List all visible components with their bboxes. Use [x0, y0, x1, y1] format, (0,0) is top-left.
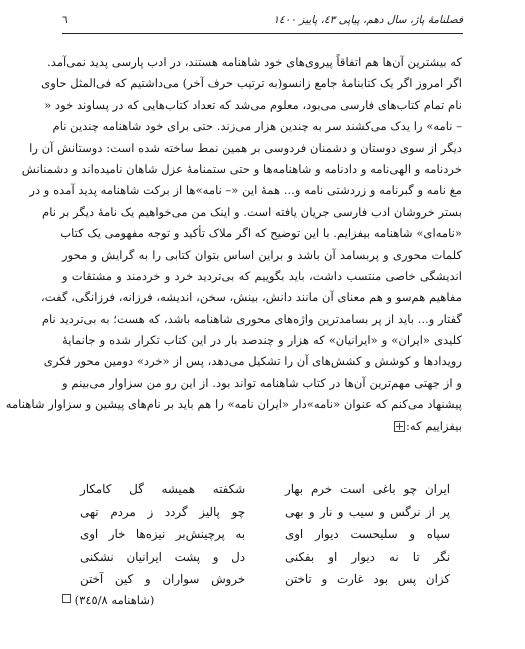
- poem-hemistich-left: به پرچینش‌بر نیزه‌ها خار اوی: [80, 527, 245, 542]
- footnote-box-icon: [62, 594, 71, 603]
- text-line: و از جهتی مهم‌ترین آن‌ها در کتاب شاهنامه تواند بود. از این رو من سزاوار می‌بینم و: [62, 375, 462, 390]
- text-line: گفتار و... باید از پر بسامدترین واژه‌های محوری شاهنامه باشد، که هست؛ به بی‌تردید نام: [41, 311, 462, 326]
- text-line-content: بیفزاییم که:: [406, 418, 462, 433]
- body-text: [5, 52, 462, 437]
- poem-hemistich-left: خروش سواران و کین آختن: [80, 572, 245, 587]
- text-line: کلیدی «ایران» و «ایرانیان» که هزار و چندصد بار در این کتاب تکرار شده و جانمایهٔ: [62, 333, 462, 348]
- poem-hemistich-left: شکفته همیشه گل کامکار: [80, 482, 245, 496]
- text-line: خردنامه و الهی‌نامه و دادنامه و شاهنامه‌ها و حتی ستمنامهٔ عزل شاهان نامیده‌اند و دشمنانش: [21, 161, 462, 176]
- page-number: ٦: [62, 14, 68, 26]
- text-line: «نامه‌ای» شاهنامه بیفزایم. با این توضیح که اگر ملاک تأکید و توجه مفهومی یک کتاب: [60, 226, 462, 241]
- text-line: بستر خروشان ادب فارسی جریان یافته است. و اینک من می‌خواهیم یک نامهٔ دیگر بر نام: [42, 204, 462, 219]
- page-header: [62, 12, 463, 30]
- poem-hemistich-right: پر از نرگس و سیب و نار و بهی: [285, 504, 450, 519]
- text-line: اندیشگی خاصی منتسب داشت، باید بگوییم که بی‌تردید خرد و خردمند و مشتقات و: [62, 268, 462, 283]
- poem-block: [80, 478, 450, 591]
- text-line: مفاهیم هم‌سو و هم معنای آن مانند دانش، بینش، سخن، اندیشه، فرزانه، فرزانگی، گفت،: [41, 290, 462, 305]
- move-handle-icon[interactable]: [394, 421, 405, 432]
- text-line: که بیشترین آن‌ها هم اتفاقاً پیروی‌های خود شاهنامه هستند، در ادب پارسی پدید نمی‌آمد.: [47, 55, 462, 69]
- text-line-last: [62, 416, 462, 437]
- text-line: نام تمام کتاب‌های فارسی می‌بود، معلوم می‌شد که تعداد کتاب‌هایی که در پساوند خود «: [44, 97, 462, 112]
- text-line: اگر امروز اگر یک کتابنامهٔ جامع زانسو(به ترتیب حرف آخر) می‌داشتیم که فی‌المثل حاوی: [41, 76, 462, 91]
- text-line: پیشنهاد می‌کنم که عنوان «نامه»دار «ایران نامه» را هم باید بر نام‌های پیشین و سزاوار شاهنامه: [5, 397, 462, 412]
- poem-hemistich-right: کزان پس بود غارت و تاختن: [285, 572, 450, 587]
- poem-hemistich-right: ایران چو باغی است خرم بهار: [285, 482, 450, 496]
- text-line: مغ نامه و گبرنامه و زردشتی نامه و... همهٔ این «– نامه»ها از برکت شاهنامه پدید آمده و در: [29, 183, 462, 198]
- poem-hemistich-right: نگر تا نه دیوار او بفکنی: [285, 549, 450, 564]
- poem-hemistich-right: سپاه و سلیحست دیوار اوی: [285, 527, 450, 542]
- citation-text: (شاهنامه ٣٤٥/٨): [74, 593, 155, 607]
- text-line: – نامه» را یدک می‌کشند سر به چندین هزار می‌زند. حتی برای خود شاهنامه چندین نام: [52, 119, 462, 134]
- poem-couplet: [80, 501, 450, 524]
- text-line: کلمات محوری و پربسامد آن باشد و براین اساس بتوان کتابی را به گرایش و محور: [62, 247, 462, 262]
- text-line: رویدادها و کوشش و کشش‌های آن را تشکیل می‌دهد، پس از «خرد» دومین محور فکری: [43, 354, 462, 369]
- text-line: دیگر از سوی دوستان و دشمنان فردوسی بر همین نمط ساخته شده است: دوستانش آن را: [29, 140, 462, 155]
- poem-citation: [62, 593, 154, 607]
- running-title: فصلنامهٔ پاژ، سال دهم، پیاپی ٤٣، پاییز ١٤٠٠: [273, 14, 463, 26]
- poem-couplet: [80, 478, 450, 501]
- poem-hemistich-left: دل و پشت ایرانیان نشکنی: [80, 549, 245, 564]
- poem-couplet: [80, 523, 450, 546]
- poem-couplet: [80, 568, 450, 591]
- poem-hemistich-left: چو پالیز گردد ز مردم تهی: [80, 504, 245, 519]
- poem-couplet: [80, 546, 450, 569]
- header-rule: [62, 33, 463, 34]
